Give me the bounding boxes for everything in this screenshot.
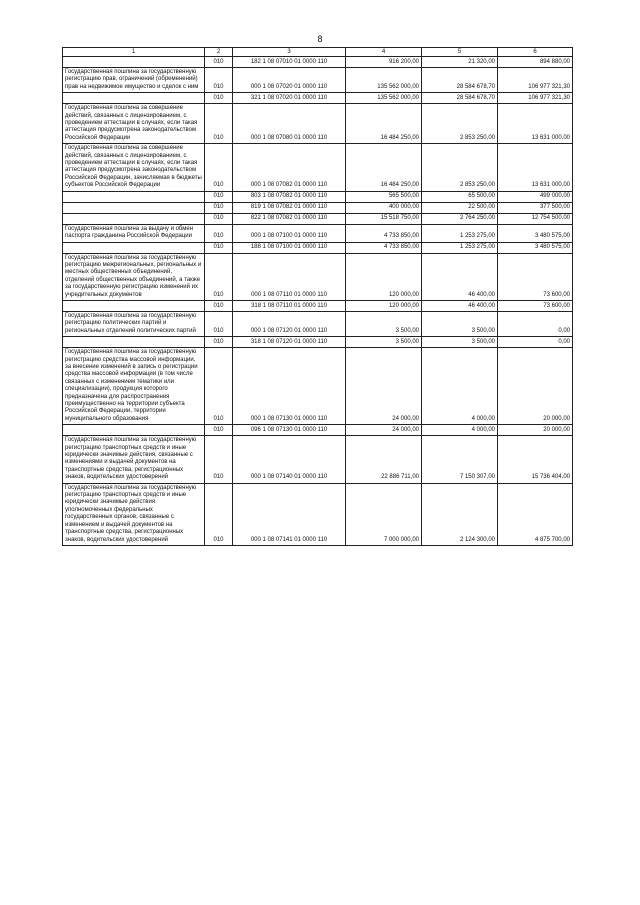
row-description [63,202,205,213]
unexecuted-amount: 20 000,00 [498,425,573,436]
row-description [63,337,205,348]
budget-classification-code: 318 1 08 07120 01 0000 110 [233,337,346,348]
unexecuted-amount: 894 880,00 [498,57,573,68]
table-row [63,93,573,104]
budget-classification-code: 000 1 08 07100 01 0000 110 [233,224,346,242]
executed-amount: 2 764 250,00 [422,213,498,224]
budget-classification-code: 188 1 08 07100 01 0000 110 [233,242,346,253]
unexecuted-amount: 4 875 700,00 [498,483,573,545]
column-header: 4 [346,48,422,57]
budget-classification-code: 000 1 08 07110 01 0000 110 [233,253,346,300]
row-description [63,300,205,311]
row-code: 010 [205,300,233,311]
planned-amount: 565 500,00 [346,191,422,202]
unexecuted-amount: 20 000,00 [498,348,573,425]
table-row [63,483,573,545]
executed-amount: 21 320,00 [422,57,498,68]
row-code: 010 [205,213,233,224]
unexecuted-amount: 13 631 000,00 [498,144,573,191]
row-description: Государственная пошлина за государственную регистрацию политических партий и региональных отделений политических партий [63,311,205,336]
row-description: Государственная пошлина за государственную регистрацию транспортных средств и иные юридически значимые действия уполномоченных федеральных государственных органов, связанные с изменением и выдачей документов на транспортные средства, регистрационных знаков, водительских удостоверений [63,483,205,545]
executed-amount: 22 500,00 [422,202,498,213]
row-code: 010 [205,202,233,213]
table-row [63,202,573,213]
unexecuted-amount: 12 754 500,00 [498,213,573,224]
table-row [63,213,573,224]
executed-amount: 65 500,00 [422,191,498,202]
row-code: 010 [205,144,233,191]
unexecuted-amount: 73 600,00 [498,300,573,311]
row-description: Государственная пошлина за государственную регистрацию средства массовой информации, за внесение изменений в запись о регистрации средства массовой информации (в том числе связанных с изменением тематики или специализации), продукция которого предназначена для распространения преимущественно на территории субъекта Российской Федерации, территории муниципального образования [63,348,205,425]
table-row [63,311,573,336]
table-row [63,300,573,311]
row-description [63,93,205,104]
table-row [63,191,573,202]
table-row [63,224,573,242]
row-code: 010 [205,57,233,68]
revenue-table [62,47,573,546]
column-header: 1 [63,48,205,57]
budget-classification-code: 000 1 08 07130 01 0000 110 [233,348,346,425]
planned-amount: 120 000,00 [346,300,422,311]
executed-amount: 28 584 678,70 [422,68,498,93]
table-row [63,253,573,300]
row-code: 010 [205,253,233,300]
budget-classification-code: 803 1 08 07082 01 0000 110 [233,191,346,202]
budget-classification-code: 819 1 08 07082 01 0000 110 [233,202,346,213]
executed-amount: 2 853 250,00 [422,144,498,191]
budget-classification-code: 000 1 08 07140 01 0000 110 [233,436,346,483]
row-description: Государственная пошлина за совершение действий, связанных с лицензированием, с проведением аттестации в случаях, если такая аттестация предусмотрена законодательством Российской Федерации [63,104,205,144]
unexecuted-amount: 0,00 [498,337,573,348]
unexecuted-amount: 0,00 [498,311,573,336]
row-description: Государственная пошлина за государственную регистрацию прав, ограничений (обременений) прав на недвижимое имущество и сделок с ним [63,68,205,93]
column-header: 5 [422,48,498,57]
unexecuted-amount: 377 500,00 [498,202,573,213]
row-code: 010 [205,348,233,425]
unexecuted-amount: 3 480 575,00 [498,242,573,253]
unexecuted-amount: 499 000,00 [498,191,573,202]
row-description [63,191,205,202]
table-row [63,425,573,436]
table-row [63,337,573,348]
budget-classification-code: 000 1 08 07120 01 0000 110 [233,311,346,336]
planned-amount: 24 000,00 [346,348,422,425]
planned-amount: 120 000,00 [346,253,422,300]
executed-amount: 7 150 307,00 [422,436,498,483]
unexecuted-amount: 13 631 000,00 [498,104,573,144]
column-header: 6 [498,48,573,57]
executed-amount: 46 400,00 [422,253,498,300]
budget-classification-code: 096 1 08 07130 01 0000 110 [233,425,346,436]
table-row [63,348,573,425]
column-header: 2 [205,48,233,57]
executed-amount: 1 253 275,00 [422,242,498,253]
executed-amount: 46 400,00 [422,300,498,311]
column-header: 3 [233,48,346,57]
budget-classification-code: 182 1 08 07010 01 0000 110 [233,57,346,68]
column-number-row [63,48,573,57]
row-code: 010 [205,93,233,104]
page-number: 8 [317,34,323,44]
planned-amount: 15 518 750,00 [346,213,422,224]
planned-amount: 400 000,00 [346,202,422,213]
unexecuted-amount: 15 736 404,00 [498,436,573,483]
row-code: 010 [205,68,233,93]
row-description [63,425,205,436]
row-code: 010 [205,104,233,144]
planned-amount: 135 562 000,00 [346,93,422,104]
executed-amount: 3 500,00 [422,337,498,348]
budget-classification-code: 000 1 08 07141 01 0000 110 [233,483,346,545]
row-code: 010 [205,191,233,202]
budget-classification-code: 000 1 08 07082 01 0000 110 [233,144,346,191]
row-code: 010 [205,436,233,483]
row-description [63,57,205,68]
row-description: Государственная пошлина за государственную регистрацию межрегиональных, региональных и местных общественных объединений, отделений общественных объединений, а также за государственную регистрацию изменений их учредительных документов [63,253,205,300]
executed-amount: 2 853 250,00 [422,104,498,144]
unexecuted-amount: 106 977 321,30 [498,93,573,104]
executed-amount: 28 584 678,70 [422,93,498,104]
table-row [63,104,573,144]
planned-amount: 3 500,00 [346,311,422,336]
row-description [63,213,205,224]
planned-amount: 22 886 711,00 [346,436,422,483]
row-description: Государственная пошлина за выдачу и обмен паспорта гражданина Российской Федерации [63,224,205,242]
row-code: 010 [205,425,233,436]
unexecuted-amount: 3 480 575,00 [498,224,573,242]
unexecuted-amount: 106 977 321,30 [498,68,573,93]
table-row [63,68,573,93]
planned-amount: 135 562 000,00 [346,68,422,93]
planned-amount: 4 733 850,00 [346,224,422,242]
budget-classification-code: 000 1 08 07020 01 0000 110 [233,68,346,93]
row-code: 010 [205,337,233,348]
row-code: 010 [205,311,233,336]
executed-amount: 1 253 275,00 [422,224,498,242]
row-code: 010 [205,242,233,253]
budget-classification-code: 822 1 08 07082 01 0000 110 [233,213,346,224]
table-row [63,436,573,483]
planned-amount: 16 484 250,00 [346,104,422,144]
executed-amount: 2 124 300,00 [422,483,498,545]
planned-amount: 16 484 250,00 [346,144,422,191]
row-code: 010 [205,483,233,545]
unexecuted-amount: 73 600,00 [498,253,573,300]
table-row [63,144,573,191]
planned-amount: 24 000,00 [346,425,422,436]
budget-classification-code: 000 1 08 07080 01 0000 110 [233,104,346,144]
budget-classification-code: 321 1 08 07020 01 0000 110 [233,93,346,104]
executed-amount: 4 000,00 [422,348,498,425]
row-description: Государственная пошлина за совершение действий, связанных с лицензированием, с проведением аттестации в случаях, если такая аттестация предусмотрена законодательством Российской Федерации, зачисляемая в бюджеты субъектов Российской Федерации [63,144,205,191]
planned-amount: 916 200,00 [346,57,422,68]
row-description [63,242,205,253]
executed-amount: 4 000,00 [422,425,498,436]
planned-amount: 7 000 000,00 [346,483,422,545]
planned-amount: 4 733 850,00 [346,242,422,253]
row-code: 010 [205,224,233,242]
row-description: Государственная пошлина за государственную регистрацию транспортных средств и иные юридически значимые действия, связанные с изменениями и выдачей документов на транспортные средства, регистрационных знаков, водительских удостоверений [63,436,205,483]
table-row [63,242,573,253]
table-row [63,57,573,68]
budget-classification-code: 318 1 08 07110 01 0000 110 [233,300,346,311]
planned-amount: 3 500,00 [346,337,422,348]
executed-amount: 3 500,00 [422,311,498,336]
